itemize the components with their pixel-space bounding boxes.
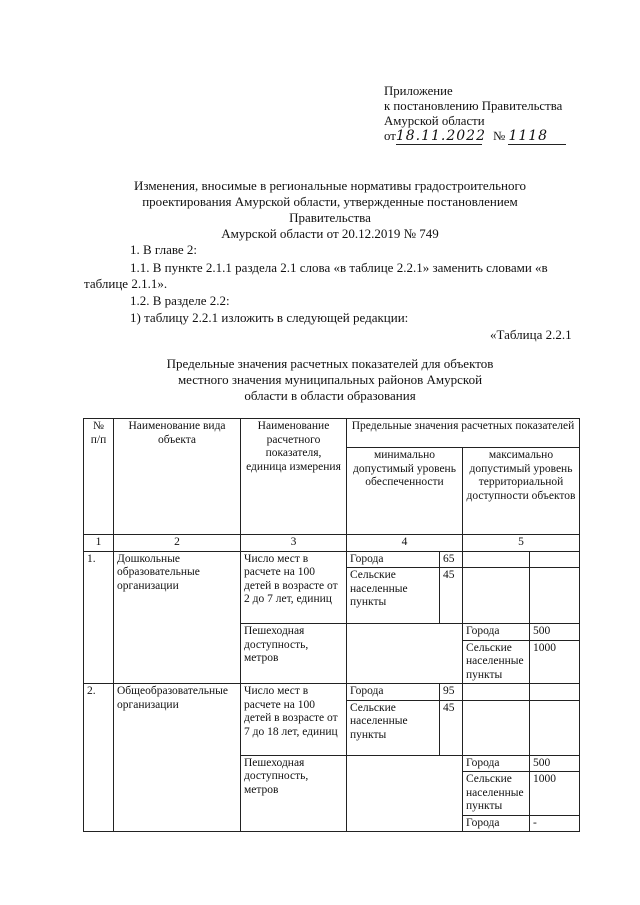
row2-rural-value: 45 bbox=[440, 700, 463, 755]
appendix-block bbox=[384, 84, 566, 145]
number-prefix: № bbox=[493, 129, 506, 143]
table-label: «Таблица 2.2.1 bbox=[490, 327, 572, 342]
row1-name: Дошкольные образовательные организации bbox=[114, 551, 241, 684]
paragraph-2-line-2: таблице 2.1.1». bbox=[84, 276, 168, 291]
row2-indicator-2: Пешеходная доступность, метров bbox=[241, 755, 347, 832]
title-line-2: проектирования Амурской области, утвержденные постановлением Правительства bbox=[142, 194, 518, 225]
row2-max-rural: Сельские населенные пункты bbox=[463, 772, 530, 816]
row1-max-rural-value: 1000 bbox=[530, 640, 580, 684]
header-indicator: Наименование расчетного показателя, единица измерения bbox=[241, 419, 347, 535]
row2-empty bbox=[463, 684, 530, 701]
row1-empty bbox=[463, 551, 530, 568]
table-title-line-1: Предельные значения расчетных показателей для объектов bbox=[166, 356, 494, 371]
col-number-5: 5 bbox=[463, 535, 580, 552]
appendix-line-3: Амурской области bbox=[384, 114, 485, 128]
header-num: № п/п bbox=[84, 419, 114, 535]
norms-table bbox=[83, 418, 580, 832]
paragraph-2-line-1: 1.1. В пункте 2.1.1 раздела 2.1 слова «в таблице 2.2.1» заменить словами «в bbox=[130, 260, 548, 275]
row1-empty bbox=[530, 568, 580, 624]
date-prefix: от bbox=[384, 129, 396, 143]
col-number-1: 1 bbox=[84, 535, 114, 552]
handwritten-date: 18.11.2022 bbox=[395, 128, 486, 144]
row2-city-value: 95 bbox=[440, 684, 463, 701]
row2-max-rural-value: 1000 bbox=[530, 772, 580, 816]
table-title bbox=[140, 356, 520, 404]
title-line-1: Изменения, вносимые в региональные нормативы градостроительного bbox=[133, 178, 527, 193]
row1-indicator-1: Число мест в расчете на 100 детей в возрасте от 2 до 7 лет, единиц bbox=[241, 551, 347, 624]
col-number-3: 3 bbox=[241, 535, 347, 552]
row2-name: Общеобразовательные организации bbox=[114, 684, 241, 832]
header-max: максимально допустимый уровень территориальной доступности объектов bbox=[463, 448, 580, 535]
paragraph-4: 1) таблицу 2.2.1 изложить в следующей редакции: bbox=[130, 310, 409, 325]
paragraph-1: 1. В главе 2: bbox=[130, 242, 198, 257]
row1-empty bbox=[530, 551, 580, 568]
row2-max-city-2: Города bbox=[463, 815, 530, 832]
row2-empty bbox=[463, 700, 530, 755]
row1-rural: Сельские населенные пункты bbox=[347, 568, 440, 624]
header-min: минимально допустимый уровень обеспеченности bbox=[347, 448, 463, 535]
row1-max-city: Города bbox=[463, 624, 530, 641]
appendix-line-2: к постановлению Правительства bbox=[384, 99, 563, 113]
row1-max-city-value: 500 bbox=[530, 624, 580, 641]
row1-city: Города bbox=[347, 551, 440, 568]
appendix-date-line bbox=[384, 129, 566, 145]
row2-max-city-2-value: - bbox=[530, 815, 580, 832]
row1-city-value: 65 bbox=[440, 551, 463, 568]
row1-empty bbox=[347, 624, 463, 684]
row1-rural-value: 45 bbox=[440, 568, 463, 624]
row2-max-city-value: 500 bbox=[530, 755, 580, 772]
row2-empty bbox=[347, 755, 463, 832]
col-number-4: 4 bbox=[347, 535, 463, 552]
document-title bbox=[120, 178, 540, 242]
row2-rural: Сельские населенные пункты bbox=[347, 700, 440, 755]
row2-max-city: Города bbox=[463, 755, 530, 772]
header-limits: Предельные значения расчетных показателей bbox=[347, 419, 580, 448]
row2-indicator-1: Число мест в расчете на 100 детей в возрасте от 7 до 18 лет, единиц bbox=[241, 684, 347, 756]
title-line-3: Амурской области от 20.12.2019 № 749 bbox=[221, 226, 439, 241]
table-title-line-2: местного значения муниципальных районов Амурской bbox=[177, 372, 483, 387]
row2-empty bbox=[530, 700, 580, 755]
row2-empty bbox=[530, 684, 580, 701]
row2-city: Города bbox=[347, 684, 440, 701]
appendix-line-1: Приложение bbox=[384, 84, 453, 98]
row1-empty bbox=[463, 568, 530, 624]
header-name: Наименование вида объекта bbox=[114, 419, 241, 535]
handwritten-number: 1118 bbox=[508, 129, 566, 145]
paragraph-3: 1.2. В разделе 2.2: bbox=[130, 293, 230, 308]
row1-num: 1. bbox=[84, 551, 114, 684]
col-number-2: 2 bbox=[114, 535, 241, 552]
row1-indicator-2: Пешеходная доступность, метров bbox=[241, 624, 347, 684]
row1-max-rural: Сельские населенные пункты bbox=[463, 640, 530, 684]
row2-num: 2. bbox=[84, 684, 114, 832]
table-title-line-3: области в области образования bbox=[244, 388, 416, 403]
